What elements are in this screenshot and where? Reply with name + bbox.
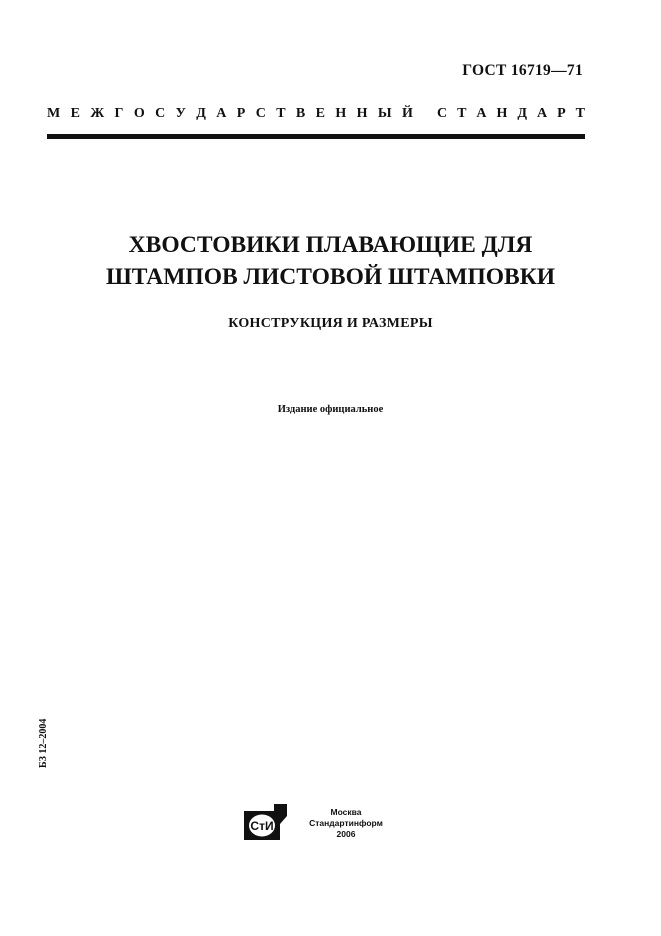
title-line-2: ШТАМПОВ ЛИСТОВОЙ ШТАМПОВКИ: [105, 264, 556, 290]
spaced-letter: Е: [315, 106, 325, 121]
spaced-letter: Т: [457, 106, 467, 121]
spaced-letter: У: [175, 106, 186, 121]
edition-label: Издание официальное: [277, 404, 384, 415]
document-subtitle: КОНСТРУКЦИЯ И РАЗМЕРЫ: [228, 316, 433, 331]
spaced-letter: Д: [517, 106, 527, 121]
publisher-logo-icon: [244, 804, 287, 840]
publisher-year: 2006: [336, 829, 356, 839]
spaced-letter: Г: [114, 106, 124, 121]
document-title: [0, 229, 661, 293]
spaced-letter: С: [255, 106, 266, 121]
spaced-letter: М: [47, 106, 61, 121]
spaced-letter: Т: [276, 106, 286, 121]
spaced-letter: С: [155, 106, 166, 121]
publisher-block: [296, 807, 396, 840]
publisher-name: Стандартинформ: [309, 818, 383, 828]
spaced-letter: Н: [496, 106, 508, 121]
spaced-letter: Р: [557, 106, 566, 121]
spaced-letter: Й: [402, 106, 413, 121]
publisher-city: Москва: [330, 807, 362, 817]
spaced-letter: Д: [196, 106, 206, 121]
title-line-1: ХВОСТОВИКИ ПЛАВАЮЩИЕ ДЛЯ: [128, 232, 533, 258]
spaced-letter: А: [216, 106, 227, 121]
spaced-letter: А: [536, 106, 548, 121]
spaced-letter: Т: [575, 106, 585, 121]
spaced-letter: Ж: [90, 106, 105, 121]
standard-type-word-standard: [437, 106, 585, 122]
spaced-letter: Н: [335, 106, 347, 121]
logo-text: СтИ: [250, 819, 274, 833]
standard-type-word-interstate: [47, 106, 413, 122]
spaced-letter: О: [133, 106, 145, 121]
spaced-letter: С: [437, 106, 448, 121]
spaced-letter: Ы: [377, 106, 392, 121]
document-number: ГОСТ 16719—71: [462, 62, 583, 79]
side-code: БЗ 12–2004: [38, 718, 49, 768]
header-rule: [47, 134, 585, 139]
spaced-letter: Н: [356, 106, 368, 121]
spaced-letter: В: [295, 106, 306, 121]
spaced-letter: Е: [70, 106, 80, 121]
standard-type-line: [47, 106, 585, 122]
spaced-letter: А: [476, 106, 487, 121]
spaced-letter: Р: [236, 106, 246, 121]
